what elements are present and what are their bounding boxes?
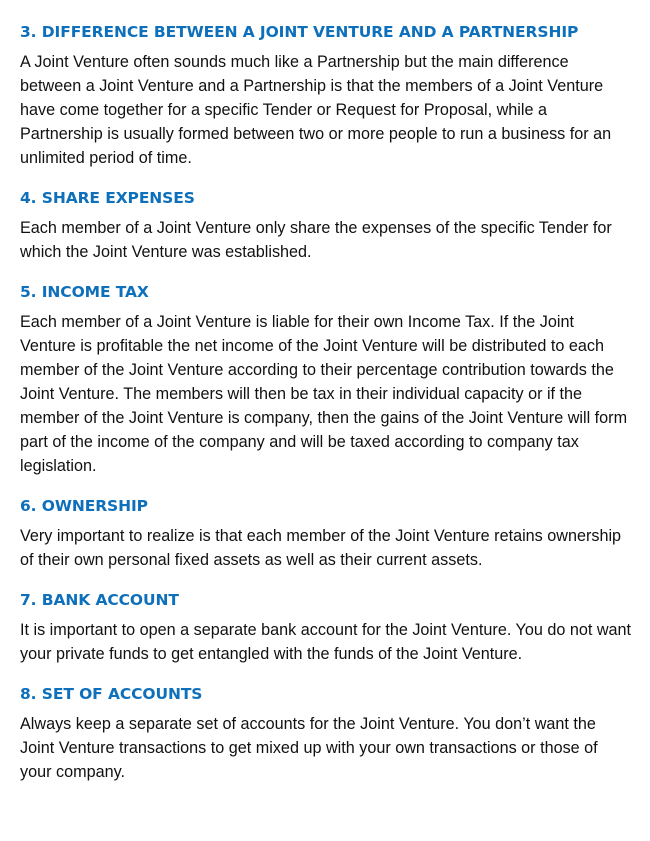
section-set-of-accounts	[20, 676, 632, 784]
section-heading: 3. DIFFERENCE BETWEEN A JOINT VENTURE AND A PARTNERSHIP	[20, 23, 579, 41]
section-gap	[20, 264, 632, 274]
section-share-expenses	[20, 180, 632, 264]
document-page	[20, 14, 632, 784]
section-income-tax	[20, 274, 632, 478]
section-body: Each member of a Joint Venture is liable for their own Income Tax. If the Joint Venture is profitable the net income of the Joint Venture will be distributed to each member of the Joint Venture according to their percentage contribution towards the Joint Venture. The members will then be tax in their individual capacity or if the member of the Joint Venture is company, then the gains of the Joint Venture will form part of the income of the company and will be taxed according to company tax legislation.	[20, 313, 628, 475]
section-heading: 6. OWNERSHIP	[20, 497, 148, 515]
section-gap	[20, 170, 632, 180]
section-gap	[20, 478, 632, 488]
section-heading: 8. SET OF ACCOUNTS	[20, 685, 203, 703]
section-body: It is important to open a separate bank account for the Joint Venture. You do not want your private funds to get entangled with the funds of the Joint Venture.	[20, 621, 632, 663]
section-body: Always keep a separate set of accounts for the Joint Venture. You don’t want the Joint Venture transactions to get mixed up with your own transactions or those of your company.	[20, 715, 598, 781]
section-heading: 7. BANK ACCOUNT	[20, 591, 179, 609]
section-body: Very important to realize is that each member of the Joint Venture retains ownership of their own personal fixed assets as well as their current assets.	[20, 527, 622, 569]
section-heading: 4. SHARE EXPENSES	[20, 189, 195, 207]
section-gap	[20, 666, 632, 676]
section-heading: 5. INCOME TAX	[20, 283, 149, 301]
section-bank-account	[20, 582, 632, 666]
section-body: Each member of a Joint Venture only share the expenses of the specific Tender for which the Joint Venture was established.	[20, 219, 612, 261]
section-difference	[20, 14, 632, 170]
section-body: A Joint Venture often sounds much like a Partnership but the main difference between a Joint Venture and a Partnership is that the members of a Joint Venture have come together for a specific Tender or Request for Proposal, while a Partnership is usually formed between two or more people to run a business for an unlimited period of time.	[20, 53, 612, 167]
section-ownership	[20, 488, 632, 572]
section-gap	[20, 572, 632, 582]
